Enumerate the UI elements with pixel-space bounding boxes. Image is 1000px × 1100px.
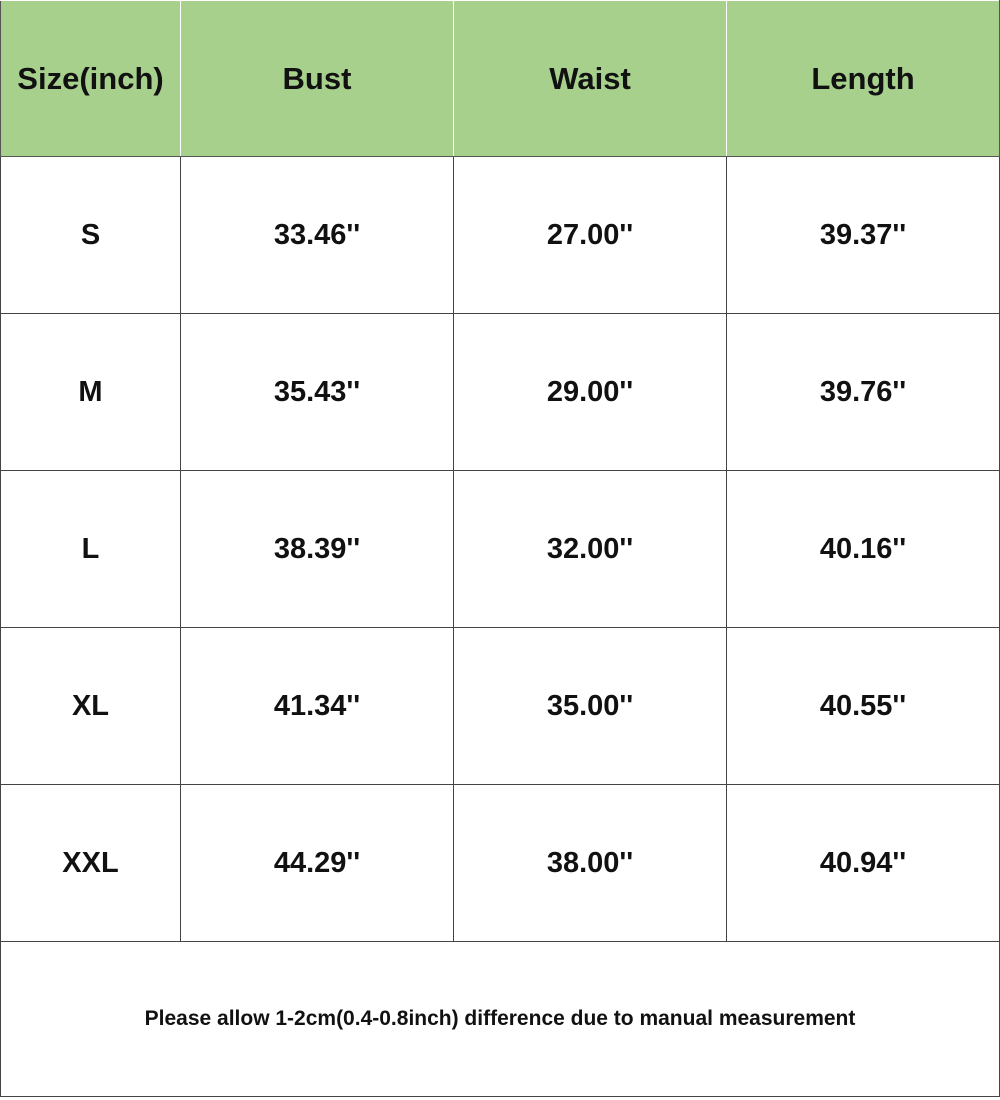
bust-cell: 41.34'' bbox=[181, 628, 454, 785]
length-cell: 39.76'' bbox=[727, 314, 1000, 471]
length-cell: 40.94'' bbox=[727, 785, 1000, 942]
table-body bbox=[1, 157, 1000, 942]
bust-cell: 35.43'' bbox=[181, 314, 454, 471]
waist-cell: 32.00'' bbox=[454, 471, 727, 628]
table-row bbox=[1, 628, 1000, 785]
table-row bbox=[1, 157, 1000, 314]
waist-cell: 35.00'' bbox=[454, 628, 727, 785]
length-cell: 39.37'' bbox=[727, 157, 1000, 314]
table-footer bbox=[1, 942, 1000, 1097]
length-cell: 40.55'' bbox=[727, 628, 1000, 785]
size-cell: XL bbox=[1, 628, 181, 785]
table-header bbox=[1, 1, 1000, 157]
size-cell: XXL bbox=[1, 785, 181, 942]
header-length: Length bbox=[727, 1, 1000, 157]
waist-cell: 38.00'' bbox=[454, 785, 727, 942]
header-bust: Bust bbox=[181, 1, 454, 157]
size-cell: L bbox=[1, 471, 181, 628]
header-waist: Waist bbox=[454, 1, 727, 157]
size-cell: S bbox=[1, 157, 181, 314]
bust-cell: 38.39'' bbox=[181, 471, 454, 628]
bust-cell: 44.29'' bbox=[181, 785, 454, 942]
table-row bbox=[1, 314, 1000, 471]
table-row bbox=[1, 785, 1000, 942]
size-cell: M bbox=[1, 314, 181, 471]
waist-cell: 29.00'' bbox=[454, 314, 727, 471]
length-cell: 40.16'' bbox=[727, 471, 1000, 628]
header-row bbox=[1, 1, 1000, 157]
note-row bbox=[1, 942, 1000, 1097]
measurement-note: Please allow 1-2cm(0.4-0.8inch) difference due to manual measurement bbox=[1, 942, 1000, 1097]
bust-cell: 33.46'' bbox=[181, 157, 454, 314]
header-size: Size(inch) bbox=[1, 1, 181, 157]
waist-cell: 27.00'' bbox=[454, 157, 727, 314]
table-row bbox=[1, 471, 1000, 628]
